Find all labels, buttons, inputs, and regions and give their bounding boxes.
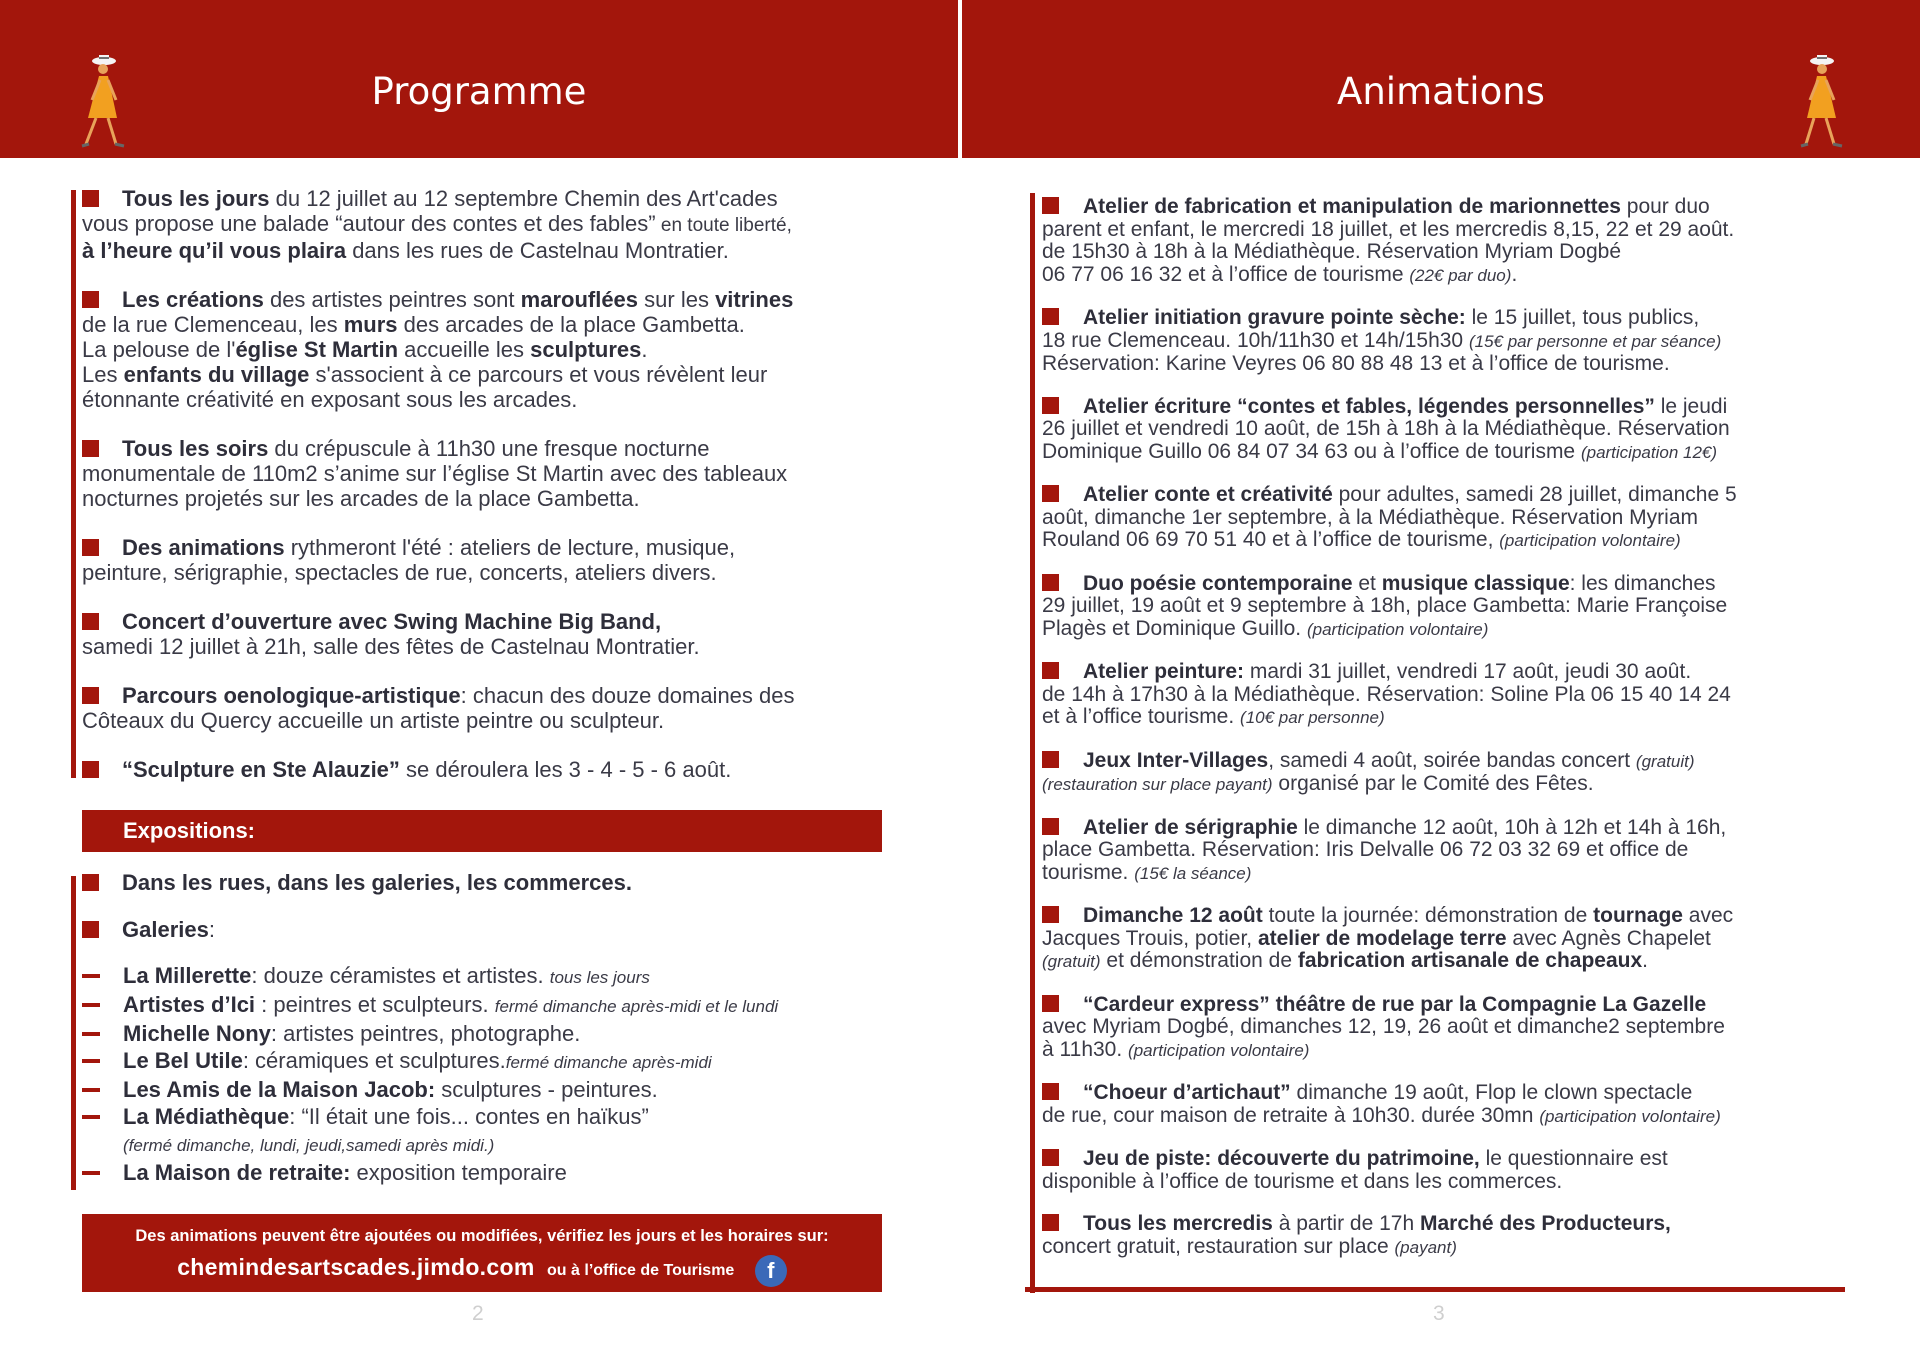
accent-bar (1030, 193, 1035, 1293)
bullet-square (1042, 1149, 1059, 1166)
list-item: La Médiathèque: “Il était une fois... contes en haïkus” (82, 1103, 882, 1130)
list-item: Atelier de fabrication et manipulation de marionnettes pour duo parent et enfant, le mercredi 18 juillet, et les mercredis 8,15, 22 et 29 août. de 15h30 à 18h à la Médiathèque. Réservation Myriam Dogbé 06 77 06 16 32 et à l’office de tourisme (22€ par duo). (1042, 195, 1735, 286)
bullet-square (1042, 397, 1059, 414)
page-number: 3 (1433, 1302, 1445, 1325)
bullet-square (1042, 485, 1059, 502)
list-item: Concert d’ouverture avec Swing Machine Big Band, samedi 12 juillet à 21h, salle des fêtes de Castelnau Montratier. (82, 609, 700, 659)
expositions-heading: Expositions: (82, 810, 882, 852)
walking-woman-icon (1792, 52, 1852, 158)
list-item: “Cardeur express” théâtre de rue par la Compagnie La Gazelle avec Myriam Dogbé, dimanches 12, 19, 26 août et dimanche2 septembre à 11h30. (participation volontaire) (1042, 992, 1725, 1061)
list-item: Tous les soirs du crépuscule à 11h30 une fresque nocturne monumentale de 110m2 s’anime sur l’église St Martin avec des tableaux nocturnes projetés sur les arcades de la place Gambetta. (82, 436, 788, 511)
bullet-square (1042, 574, 1059, 591)
bullet-square (1042, 1083, 1059, 1100)
list-item: Jeu de piste: découverte du patrimoine, le questionnaire est disponible à l’office de tourisme et dans les commerces. (1042, 1147, 1668, 1193)
list-item: Parcours oenologique-artistique: chacun des douze domaines des Côteaux du Quercy accueille un artiste peintre ou sculpteur. (82, 683, 795, 733)
bullet-square (82, 539, 99, 556)
list-item: Artistes d’Ici : peintres et sculpteurs. fermé dimanche après-midi et le lundi (82, 991, 882, 1020)
bottom-rule (1025, 1287, 1845, 1292)
page-title: Animations (1337, 70, 1545, 113)
list-item: Dans les rues, dans les galeries, les commerces. (82, 870, 882, 895)
list-item: Atelier initiation gravure pointe sèche: le 15 juillet, tous publics, 18 rue Clemenceau. 10h/11h30 et 14h/15h30 (15€ par personne et par séance) Réservation: Karine Veyres 06 80 88 48 13 et à l’office de tourisme. (1042, 306, 1722, 375)
list-item: Jeux Inter-Villages, samedi 4 août, soirée bandas concert (gratuit) (restauration sur place payant) organisé par le Comité des Fêtes. (1042, 748, 1695, 795)
bullet-square (82, 874, 99, 891)
list-item: Atelier conte et créativité pour adultes, samedi 28 juillet, dimanche 5 août, dimanche 1er septembre, à la Médiathèque. Réservation Myriam Rouland 06 69 70 51 40 et à l’office de tourisme, (participation volontaire) (1042, 483, 1737, 551)
list-item: “Choeur d’artichaut” dimanche 19 août, Flop le clown spectacle de rue, cour maison de retraite à 10h30. durée 30mn (participation volontaire) (1042, 1081, 1721, 1127)
list-item: Dimanche 12 août toute la journée: démonstration de tournage avec Jacques Trouis, potier, atelier de modelage terre avec Agnès Chapelet (gratuit) et démonstration de fabrication artisanale de chapeaux. (1042, 904, 1734, 972)
bullet-dash (82, 1115, 100, 1119)
bullet-square (82, 921, 99, 938)
animations-page (1042, 196, 1850, 1279)
galleries-list (82, 962, 882, 1186)
programme-header (0, 0, 958, 158)
list-item: Les créations des artistes peintres sont marouflées sur les vitrines de la rue Clemenceau, les murs des arcades de la place Gambetta. La pelouse de l'église St Martin accueille les sculptures. Les enfants du village s'associent à ce parcours et vous révèlent leur étonnante créativité en exposant sous les arcades. (82, 287, 794, 412)
bullet-square (82, 613, 99, 630)
bullet-dash (82, 1171, 100, 1175)
list-item: Atelier de sérigraphie le dimanche 12 août, 10h à 12h et 14h à 16h, place Gambetta. Réservation: Iris Delvalle 06 72 03 32 69 et office de tourisme. (15€ la séance) (1042, 815, 1727, 884)
bullet-square (1042, 906, 1059, 923)
bullet-square (1042, 662, 1059, 679)
page-title: Programme (371, 70, 587, 113)
website-link[interactable]: chemindesartscades.jimdo.com (177, 1254, 535, 1280)
footer-office-text: ou à l’office de Tourisme (547, 1262, 735, 1279)
list-item: Tous les jours du 12 juillet au 12 septembre Chemin des Art'cades vous propose une balade “autour des contes et des fables” en toute liberté, à l’heure qu’il vous plaira dans les rues de Castelnau Montratier. (82, 186, 792, 263)
list-item: Le Bel Utile: céramiques et sculptures.fermé dimanche après-midi (82, 1047, 882, 1076)
list-item: Atelier peinture: mardi 31 juillet, vendredi 17 août, jeudi 30 août. de 14h à 17h30 à la Médiathèque. Réservation: Soline Pla 06 15 40 14 24 et à l’office tourisme. (10€ par personne) (1042, 660, 1731, 728)
list-item: Duo poésie contemporaine et musique classique: les dimanches 29 juillet, 19 août et 9 septembre à 18h, place Gambetta: Marie Françoise Plagès et Dominique Guillo. (participation volontaire) (1042, 571, 1728, 640)
list-item: Tous les mercredis à partir de 17h Marché des Producteurs, concert gratuit, restauration sur place (payant) (1042, 1212, 1671, 1258)
footer-notice: Des animations peuvent être ajoutées ou modifiées, vérifiez les jours et les horaires sur: (135, 1227, 829, 1245)
bullet-dash (82, 1003, 100, 1007)
programme-page (82, 186, 882, 1292)
bullet-square (82, 761, 99, 778)
bullet-dash (82, 1032, 100, 1036)
bullet-square (82, 190, 99, 207)
list-item: “Sculpture en Ste Alauzie” se déroulera les 3 - 4 - 5 - 6 août. (82, 757, 882, 782)
footer-banner (82, 1214, 882, 1292)
bullet-square (82, 687, 99, 704)
animations-header (962, 0, 1920, 158)
list-item: Les Amis de la Maison Jacob: sculptures - peintures. (82, 1076, 882, 1103)
list-item: Michelle Nony: artistes peintres, photographe. (82, 1020, 882, 1047)
page-number: 2 (472, 1302, 484, 1325)
bullet-square (1042, 1214, 1059, 1231)
list-item: Galeries: (82, 917, 882, 942)
bullet-square (1042, 751, 1059, 768)
list-item: La Millerette: douze céramistes et artistes. tous les jours (82, 962, 882, 991)
accent-bar (71, 876, 76, 1190)
bullet-dash (82, 974, 100, 978)
bullet-square (1042, 308, 1059, 325)
list-item: La Maison de retraite: exposition temporaire (82, 1159, 882, 1186)
bullet-square (1042, 197, 1059, 214)
list-item: Des animations rythmeront l'été : ateliers de lecture, musique, peinture, sérigraphie, spectacles de rue, concerts, ateliers divers. (82, 535, 736, 585)
bullet-dash (82, 1059, 100, 1063)
accent-bar (71, 190, 76, 778)
bullet-square (82, 291, 99, 308)
list-item: Atelier écriture “contes et fables, légendes personnelles” le jeudi 26 juillet et vendredi 10 août, de 15h à 18h à la Médiathèque. Réservation Dominique Guillo 06 84 07 34 63 ou à l’office de tourisme (participation 12€) (1042, 394, 1730, 463)
facebook-icon[interactable]: f (755, 1255, 787, 1287)
list-item-note: (fermé dimanche, lundi, jeudi,samedi après midi.) (123, 1136, 495, 1155)
bullet-dash (82, 1088, 100, 1092)
bullet-square (1042, 818, 1059, 835)
bullet-square (82, 440, 99, 457)
bullet-square (1042, 995, 1059, 1012)
